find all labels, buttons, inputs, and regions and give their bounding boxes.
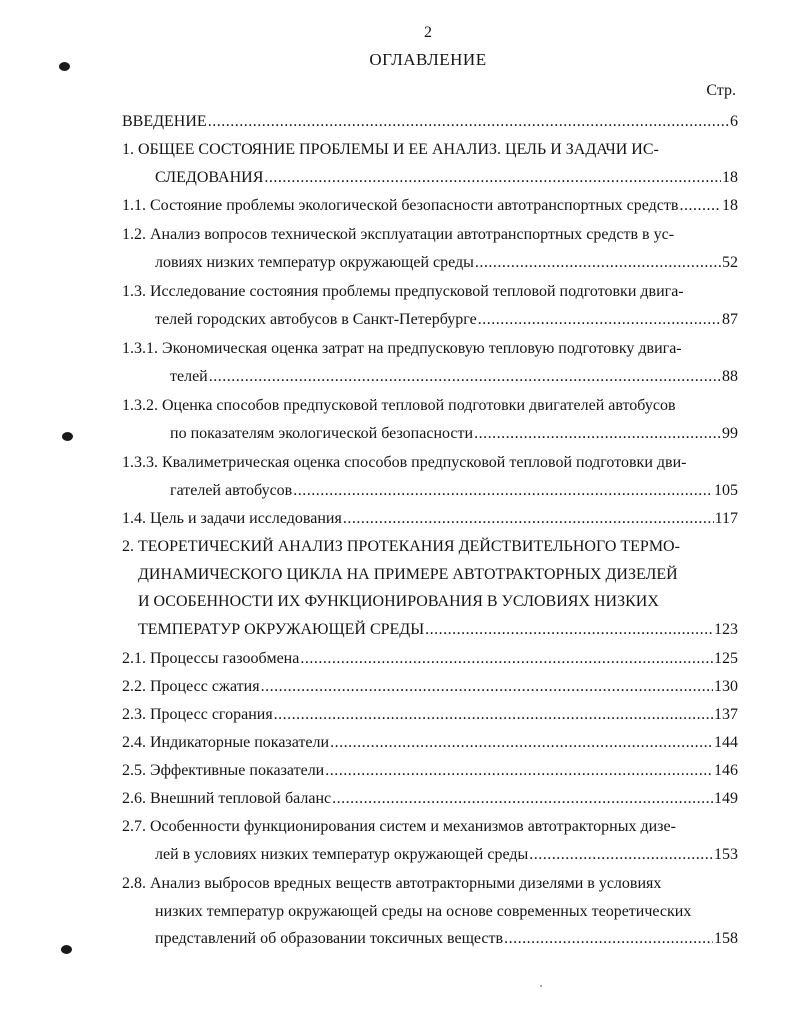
- toc-dot-leader: [325, 757, 713, 785]
- toc-entry-line: [0, 785, 738, 813]
- toc-page-number: 88: [722, 367, 738, 385]
- toc-entry: [0, 673, 738, 701]
- toc-entry-line: [0, 335, 738, 363]
- toc-entry: [0, 221, 738, 276]
- toc-entry-text: по показателям экологической безопасности: [170, 424, 474, 442]
- scan-speck: [540, 985, 542, 987]
- toc-dot-leader: [209, 363, 721, 391]
- punch-hole-mark-middle: [62, 432, 73, 441]
- toc-entry-line: [0, 449, 738, 477]
- punch-hole-mark-top: [59, 62, 70, 71]
- toc-entry-line: [0, 616, 738, 644]
- toc-dot-leader: [264, 164, 721, 192]
- toc-page-number: 146: [714, 762, 738, 779]
- toc-entry-text: ловиях низких температур окружающей среды: [155, 253, 474, 271]
- toc-entry-text: ТЕМПЕРАТУР ОКРУЖАЮЩЕЙ СРЕДЫ: [138, 620, 425, 638]
- toc-dot-leader: [343, 505, 714, 533]
- toc-entry-text: 1.3.1. Экономическая оценка затрат на предпусковую тепловую подготовку двига-: [122, 340, 682, 357]
- toc-entry-line: [0, 813, 738, 841]
- toc-entry-text: ВВЕДЕНИЕ: [122, 113, 207, 130]
- toc-entry-line: [0, 192, 738, 220]
- toc-entry-text: 1.3. Исследование состояния проблемы предпусковой тепловой подготовки двига-: [122, 283, 684, 300]
- toc-entry-text: низких температур окружающей среды на основе современных теоретических: [155, 902, 692, 920]
- page-number: 2: [424, 24, 432, 41]
- toc-dot-leader: [478, 306, 721, 334]
- toc-entry-text: 1.2. Анализ вопросов технической эксплуатации автотранспортных средств в ус-: [122, 226, 675, 243]
- toc-entry-text: 1.1. Состояние проблемы экологической безопасности автотранспортных средств: [122, 197, 679, 214]
- toc-entry-line: [0, 701, 738, 729]
- toc-entry-line: [0, 561, 738, 589]
- toc-dot-leader: [208, 108, 729, 136]
- toc-entry: [0, 505, 738, 533]
- toc-entry-line: [0, 925, 738, 953]
- toc-entry: [0, 192, 738, 220]
- toc-page-number: 117: [714, 510, 738, 527]
- toc-entry: [0, 278, 738, 333]
- toc-page-number: 144: [714, 734, 738, 751]
- toc-entry-line: [0, 729, 738, 757]
- toc-entry-line: [0, 477, 738, 505]
- toc-dot-leader: [293, 477, 713, 505]
- toc-entry-line: [0, 306, 738, 334]
- toc-entry: [0, 729, 738, 757]
- toc-entry-line: [0, 673, 738, 701]
- toc-page-number: 153: [714, 845, 738, 863]
- toc-page-number: 18: [722, 197, 738, 214]
- toc-dot-leader: [474, 420, 721, 448]
- toc-entry-text: 1.3.3. Квалиметрическая оценка способов предпусковой тепловой подготовки дви-: [122, 454, 687, 471]
- toc-entry-line: [0, 363, 738, 391]
- toc-page-number: 137: [714, 706, 738, 723]
- toc-entry: [0, 136, 738, 191]
- toc-entry-text: 2.1. Процессы газообмена: [122, 650, 300, 667]
- toc-entry: [0, 533, 738, 643]
- toc-entry-line: [0, 841, 738, 869]
- toc-page-number: 105: [714, 481, 738, 499]
- toc-entry-text: 2.5. Эффективные показатели: [122, 762, 325, 779]
- toc-page-number: 52: [722, 253, 738, 271]
- toc-dot-leader: [475, 249, 721, 277]
- toc-entry-text: 2.8. Анализ выбросов вредных веществ автотракторными дизелями в условиях: [122, 875, 662, 892]
- toc-entry-text: 1.3.2. Оценка способов предпусковой тепловой подготовки двигателей автобусов: [122, 397, 676, 414]
- toc-dot-leader: [504, 925, 713, 953]
- toc-entry-text: гателей автобусов: [170, 481, 293, 499]
- toc-page-number: 18: [722, 168, 738, 186]
- toc-entry-text: 2.7. Особенности функционирования систем и механизмов автотракторных дизе-: [122, 818, 676, 835]
- toc-entry: [0, 870, 738, 953]
- toc-entry-line: [0, 588, 738, 616]
- toc-entry-text: телей: [170, 367, 208, 385]
- toc-entry-text: 2.6. Внешний тепловой баланс: [122, 790, 332, 807]
- toc-entry: [0, 813, 738, 868]
- toc-entry-line: [0, 645, 738, 673]
- toc-entry: [0, 757, 738, 785]
- toc-entry-text: 2.3. Процесс сгорания: [122, 706, 273, 723]
- toc-entry-line: [0, 108, 738, 136]
- toc-entry-line: [0, 533, 738, 561]
- toc-page-number: 6: [730, 113, 738, 130]
- toc-entry-text: 2.2. Процесс сжатия: [122, 678, 260, 695]
- toc-entry-line: [0, 505, 738, 533]
- punch-hole-mark-bottom: [61, 945, 72, 954]
- toc-dot-leader: [529, 841, 713, 869]
- toc-entry: [0, 701, 738, 729]
- toc-dot-leader: [679, 192, 721, 220]
- toc-entry-text: 1. ОБЩЕЕ СОСТОЯНИЕ ПРОБЛЕМЫ И ЕЕ АНАЛИЗ. ЦЕЛЬ И ЗАДАЧИ ИС-: [122, 141, 659, 158]
- toc-page-number: 87: [722, 310, 738, 328]
- toc-entry-line: [0, 898, 738, 926]
- toc-page-number: 130: [714, 678, 738, 695]
- toc-page-number: 158: [714, 930, 738, 948]
- toc-entry-line: [0, 164, 738, 192]
- toc-entry-text: 2. ТЕОРЕТИЧЕСКИЙ АНАЛИЗ ПРОТЕКАНИЯ ДЕЙСТВИТЕЛЬНОГО ТЕРМО-: [122, 538, 680, 555]
- toc-entry-line: [0, 870, 738, 898]
- toc-entry-text: представлений об образовании токсичных веществ: [155, 930, 504, 948]
- toc-entry-text: 2.4. Индикаторные показатели: [122, 734, 330, 751]
- toc-dot-leader: [425, 616, 713, 644]
- toc-entry-line: [0, 136, 738, 164]
- toc-entry: [0, 108, 738, 136]
- toc-entry-text: лей в условиях низких температур окружающей среды: [155, 845, 529, 863]
- toc-entry-line: [0, 249, 738, 277]
- toc-dot-leader: [261, 673, 713, 701]
- toc-entry: [0, 392, 738, 447]
- toc-page-number: 149: [714, 790, 738, 807]
- toc-entry-text: 1.4. Цель и задачи исследования: [122, 510, 342, 527]
- toc-dot-leader: [330, 729, 713, 757]
- toc-entry: [0, 335, 738, 390]
- toc-entry-text: телей городских автобусов в Санкт-Петербурге: [155, 310, 477, 328]
- toc-entry-line: [0, 392, 738, 420]
- toc-page-number: 125: [714, 650, 738, 667]
- toc-entry: [0, 785, 738, 813]
- toc-entry-line: [0, 757, 738, 785]
- page-column-label: Стр.: [706, 82, 736, 99]
- toc-dot-leader: [274, 701, 713, 729]
- toc-entry-text: ДИНАМИЧЕСКОГО ЦИКЛА НА ПРИМЕРЕ АВТОТРАКТОРНЫХ ДИЗЕЛЕЙ: [138, 565, 678, 583]
- toc-page-number: 123: [714, 620, 738, 638]
- toc-entry-text: И ОСОБЕННОСТИ ИХ ФУНКЦИОНИРОВАНИЯ В УСЛОВИЯХ НИЗКИХ: [138, 593, 659, 611]
- toc-entry-line: [0, 420, 738, 448]
- toc-entry-line: [0, 221, 738, 249]
- page-title: ОГЛАВЛЕНИЕ: [369, 50, 487, 69]
- toc-dot-leader: [332, 785, 713, 813]
- toc-dot-leader: [300, 645, 713, 673]
- toc-page-number: 99: [722, 424, 738, 442]
- toc-entry: [0, 645, 738, 673]
- toc-entry-text: СЛЕДОВАНИЯ: [155, 168, 264, 186]
- toc-entry-line: [0, 278, 738, 306]
- toc-entry: [0, 449, 738, 504]
